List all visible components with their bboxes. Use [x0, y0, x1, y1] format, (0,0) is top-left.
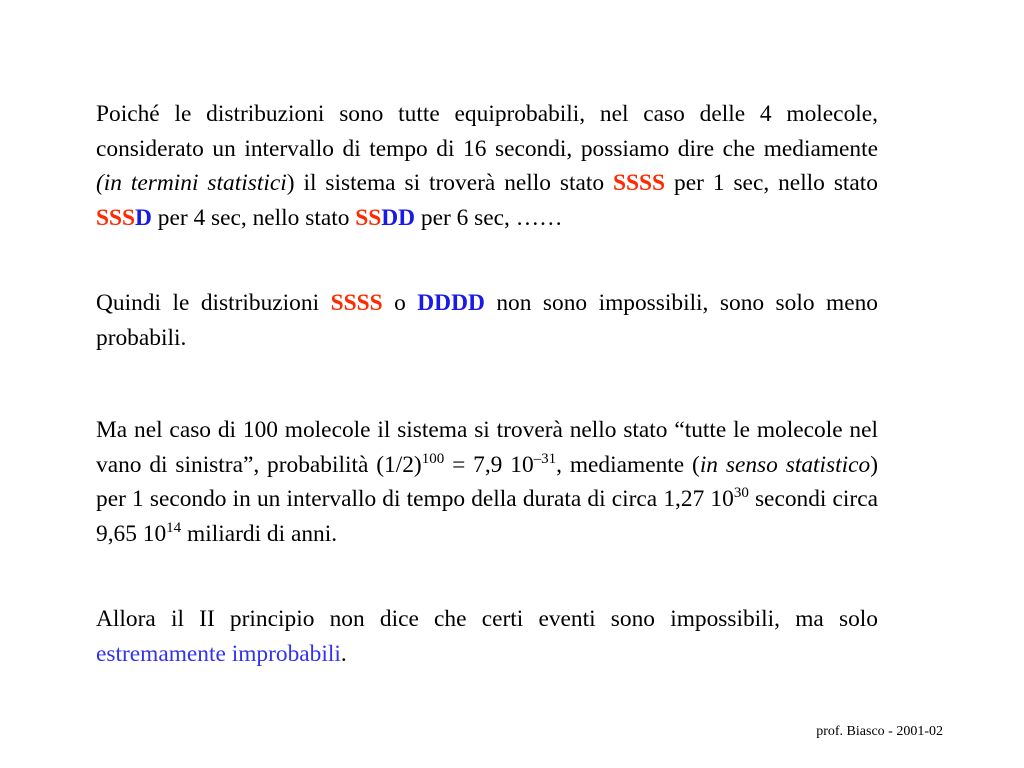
- state-ssdd-s-part: SS: [355, 204, 382, 231]
- superscript: –31: [533, 450, 557, 467]
- paragraph-equiprobable-distributions: [96, 97, 878, 235]
- text-segment: per 4 sec, nello stato: [151, 204, 356, 231]
- text-segment: ) per 1 secondo in un intervallo di tempo della durata di circa 1,27 10: [96, 451, 878, 512]
- text-segment: .: [340, 640, 347, 667]
- state-ssss: SSSS: [330, 290, 383, 316]
- text-segment: per 6 sec, ……: [415, 204, 563, 231]
- paragraph-second-principle: [96, 602, 878, 671]
- paragraph-hundred-molecules: [96, 413, 878, 551]
- highlight-extremely-improbable: estremamente improbabili: [96, 640, 341, 667]
- italic-text: (in termini statistici: [96, 170, 287, 196]
- text-segment: , mediamente (: [556, 451, 700, 478]
- state-dddd: DDDD: [417, 290, 485, 316]
- text-segment: ) il sistema si troverà nello stato: [286, 170, 614, 196]
- text-segment: Ma nel caso di 100 molecole il sistema si troverà nello stato “tutte le molecole nel vano di sinistra”, probabilità (1/2): [96, 417, 878, 478]
- text-segment: o: [382, 290, 418, 316]
- superscript: 100: [421, 450, 445, 467]
- superscript: 30: [733, 485, 749, 501]
- paragraph-not-impossible: [96, 286, 878, 355]
- text-segment: per 1 sec, nello stato: [665, 170, 878, 196]
- text-segment: Poiché le distribuzioni sono tutte equiprobabili, nel caso delle 4 molecole, considerato un intervallo di tempo di 16 secondi, possiamo dire che mediamente: [96, 101, 878, 162]
- text-segment: non sono impossibili, sono solo meno probabili.: [96, 290, 879, 351]
- italic-text: in senso statistico: [699, 451, 871, 478]
- text-segment: secondi circa 9,65 10: [96, 486, 878, 547]
- text-segment: miliardi di anni.: [181, 520, 338, 547]
- superscript: 14: [166, 519, 182, 536]
- footer-author: prof. Biasco - 2001-02: [816, 724, 943, 739]
- state-ssss: SSSS: [613, 170, 666, 196]
- state-sssd-d-part: D: [135, 204, 152, 231]
- text-segment: Allora il II principio non dice che certi eventi sono impossibili, ma solo: [96, 606, 878, 632]
- state-ssdd-d-part: DD: [381, 204, 416, 231]
- text-segment: = 7,9 10: [444, 451, 534, 478]
- text-segment: Quindi le distribuzioni: [96, 290, 331, 316]
- state-sssd-s-part: SSS: [96, 204, 136, 231]
